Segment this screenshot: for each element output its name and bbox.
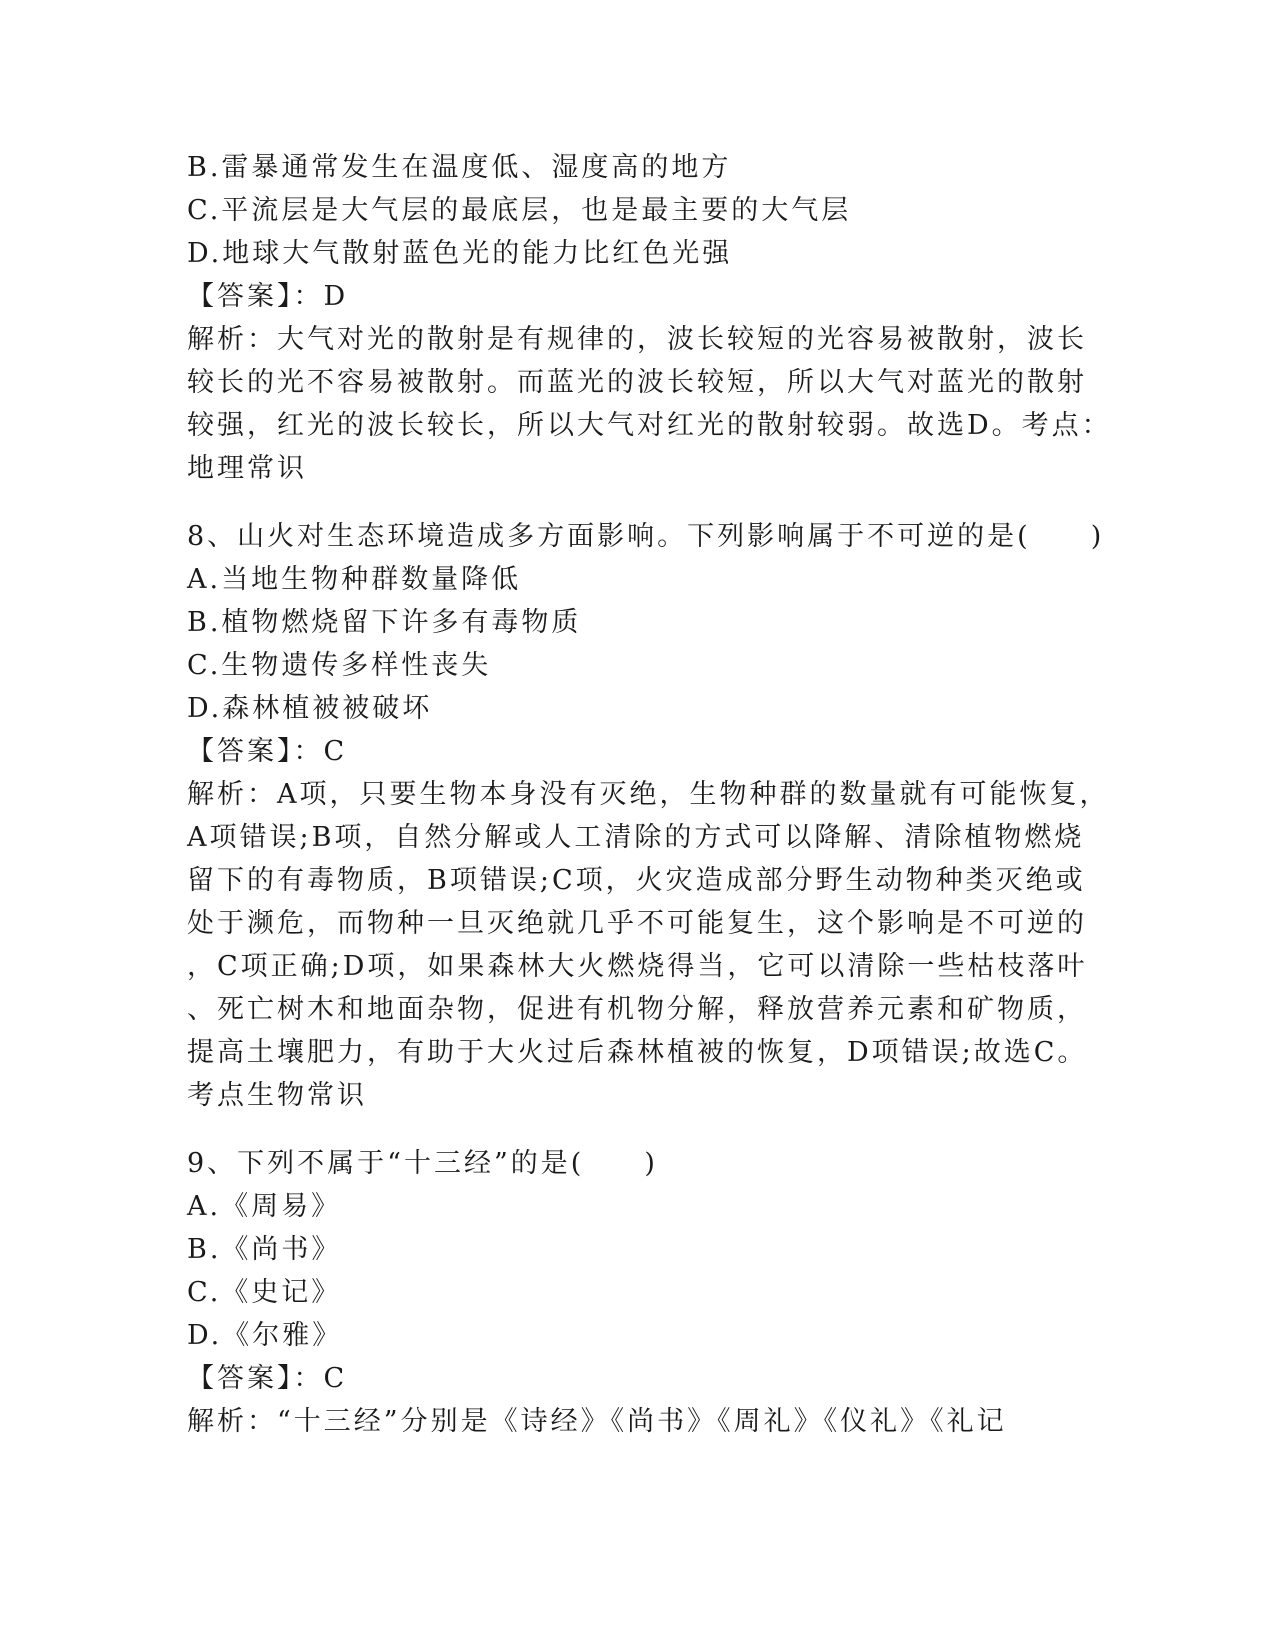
q8-analysis-line: A项错误;B项，自然分解或人工清除的方式可以降解、清除植物燃烧 bbox=[187, 822, 1085, 853]
q8-analysis-line: 留下的有毒物质，B项错误;C项，火灾造成部分野生动物种类灭绝或 bbox=[187, 865, 1086, 896]
q8-option-d: D.森林植被被破坏 bbox=[187, 693, 433, 724]
q7-answer: 【答案】：D bbox=[187, 281, 349, 312]
q8-analysis-line: 处于濒危，而物种一旦灭绝就几乎不可能复生，这个影响是不可逆的 bbox=[187, 908, 1087, 939]
q7-analysis-line: 地理常识 bbox=[187, 453, 307, 484]
q9-option-a: A.《周易》 bbox=[187, 1191, 342, 1222]
q8-analysis-line: 解析：A项，只要生物本身没有灭绝，生物种群的数量就有可能恢复， bbox=[187, 779, 1110, 810]
q7-analysis-line: 较强，红光的波长较长，所以大气对红光的散射较弱。故选D。考点： bbox=[187, 410, 1112, 441]
q8-analysis-line: 考点生物常识 bbox=[187, 1080, 367, 1111]
q9-option-c: C.《史记》 bbox=[187, 1277, 342, 1308]
q7-option-d: D.地球大气散射蓝色光的能力比红色光强 bbox=[187, 238, 733, 269]
q8-analysis-line: 提高土壤肥力，有助于大火过后森林植被的恢复，D项错误;故选C。 bbox=[187, 1037, 1088, 1068]
q8-question: 8、山火对生态环境造成多方面影响。下列影响属于不可逆的是( ) bbox=[187, 521, 1105, 552]
q8-analysis-line: 、死亡树木和地面杂物，促进有机物分解，释放营养元素和矿物质， bbox=[187, 994, 1087, 1025]
q9-question: 9、下列不属于“十三经”的是( ) bbox=[187, 1148, 658, 1179]
q8-option-a: A.当地生物种群数量降低 bbox=[187, 564, 522, 595]
question-spacer bbox=[187, 490, 1067, 515]
q8-option-c: C.生物遗传多样性丧失 bbox=[187, 650, 492, 681]
q8-analysis-line: ，C项正确;D项，如果森林大火燃烧得当，它可以清除一些枯枝落叶 bbox=[187, 951, 1088, 982]
question-spacer bbox=[187, 1117, 1067, 1142]
document-content bbox=[187, 146, 1112, 1443]
question-7-block bbox=[187, 146, 1112, 490]
q8-option-b: B.植物燃烧留下许多有毒物质 bbox=[187, 607, 582, 638]
q8-answer: 【答案】：C bbox=[187, 736, 348, 767]
q9-option-d: D.《尔雅》 bbox=[187, 1320, 343, 1351]
q9-answer: 【答案】：C bbox=[187, 1363, 348, 1394]
q7-option-b: B.雷暴通常发生在温度低、湿度高的地方 bbox=[187, 152, 732, 183]
q7-option-c: C.平流层是大气层的最底层，也是最主要的大气层 bbox=[187, 195, 852, 226]
q9-analysis-line: 解析：“十三经”分别是《诗经》《尚书》《周礼》《仪礼》《礼记 bbox=[187, 1406, 1007, 1437]
q7-analysis-line: 较长的光不容易被散射。而蓝光的波长较短，所以大气对蓝光的散射 bbox=[187, 367, 1087, 398]
question-9-block bbox=[187, 1142, 1067, 1443]
question-8-block bbox=[187, 515, 1110, 1117]
q9-option-b: B.《尚书》 bbox=[187, 1234, 342, 1265]
q7-analysis-line: 解析：大气对光的散射是有规律的，波长较短的光容易被散射，波长 bbox=[187, 324, 1087, 355]
